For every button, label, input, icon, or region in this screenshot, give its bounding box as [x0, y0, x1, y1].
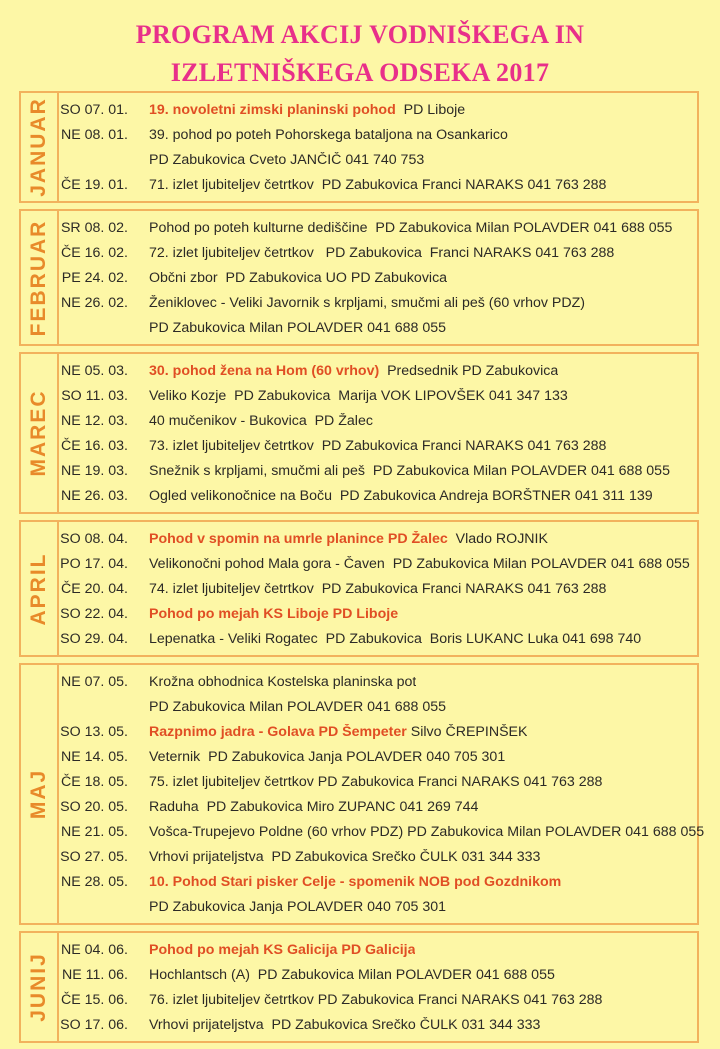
- event-row: [59, 383, 697, 408]
- event-highlight: Pohod po mejah KS Liboje PD Liboje: [149, 605, 399, 622]
- event-detail: PD Zabukovica Cveto JANČIČ 041 740 753: [149, 151, 425, 168]
- title-line-1: PROGRAM AKCIJ VODNIŠKEGA IN: [135, 20, 585, 49]
- event-detail: Lepenatka - Veliki Rogatec PD Zabukovica Boris LUKANC Luka 041 698 740: [149, 630, 642, 647]
- event-list: [59, 211, 697, 344]
- event-date: SO 11. 03.: [61, 387, 128, 404]
- event-description: [149, 488, 653, 504]
- event-detail: Velikonočni pohod Mala gora - Čaven PD Zabukovica Milan POLAVDER 041 688 055: [149, 555, 690, 572]
- event-description: [149, 320, 446, 336]
- event-date: NE 11. 06.: [62, 966, 128, 983]
- event-description: [149, 992, 602, 1008]
- event-row: [59, 240, 697, 265]
- event-description: [149, 774, 602, 790]
- event-date: SO 20. 05.: [60, 798, 128, 815]
- event-row: [59, 744, 704, 769]
- event-date: NE 26. 02.: [60, 294, 128, 311]
- event-description: [149, 363, 558, 379]
- event-detail: 39. pohod po poteh Pohorskega bataljona na Osankarico: [149, 126, 508, 143]
- event-date: NE 26. 03.: [60, 487, 128, 504]
- month-section-april: [19, 520, 699, 657]
- event-detail: 76. izlet ljubiteljev četrtkov PD Zabukovica Franci NARAKS 041 763 288: [149, 991, 603, 1008]
- event-date: NE 14. 05.: [60, 748, 128, 765]
- event-description: [149, 270, 447, 286]
- event-list: [59, 354, 697, 512]
- event-description: [149, 438, 606, 454]
- event-row: [59, 576, 697, 601]
- event-date: NE 21. 05.: [60, 823, 128, 840]
- event-date: ČE 18. 05.: [60, 773, 128, 790]
- event-row: [59, 769, 704, 794]
- event-description: [149, 245, 614, 261]
- event-highlight: 19. novoletni zimski planinski pohod: [149, 101, 396, 118]
- event-detail: Silvo ČREPINŠEK: [406, 723, 528, 740]
- event-date: NE 05. 03.: [60, 362, 128, 379]
- event-detail: Ženiklovec - Veliki Javornik s krpljami, smučmi ali peš (60 vrhov PDZ): [149, 294, 585, 311]
- event-list: [59, 522, 697, 655]
- event-description: [149, 152, 424, 168]
- event-date: SO 27. 05.: [60, 848, 128, 865]
- event-date: ČE 16. 03.: [60, 437, 128, 454]
- event-detail: Ogled velikonočnice na Boču PD Zabukovica Andreja BORŠTNER 041 311 139: [149, 487, 653, 504]
- month-label-column: [21, 211, 59, 344]
- event-row: [59, 290, 697, 315]
- event-row: [59, 172, 697, 197]
- event-row: [59, 122, 697, 147]
- month-section-januar: [19, 91, 699, 203]
- event-detail: 73. izlet ljubiteljev četrtkov PD Zabukovica Franci NARAKS 041 763 288: [149, 437, 607, 454]
- event-date: SR 08. 02.: [60, 219, 128, 236]
- event-date: NE 07. 05.: [60, 673, 128, 690]
- event-description: [149, 556, 690, 572]
- event-detail: PD Zabukovica Janja POLAVDER 040 705 301: [149, 898, 447, 915]
- event-description: [149, 388, 568, 404]
- event-date: NE 12. 03.: [60, 412, 128, 429]
- event-row: [59, 626, 697, 651]
- event-date: NE 08. 01.: [60, 126, 128, 143]
- event-date: ČE 16. 02.: [60, 244, 128, 261]
- month-section-junij: [19, 931, 699, 1043]
- event-description: [149, 413, 373, 429]
- month-label-column: [21, 522, 59, 655]
- event-row: [59, 819, 704, 844]
- event-description: [149, 220, 672, 236]
- event-description: [149, 749, 505, 765]
- event-row: [59, 358, 697, 383]
- event-description: [149, 102, 465, 118]
- event-detail: Hochlantsch (A) PD Zabukovica Milan POLAVDER 041 688 055: [149, 966, 555, 983]
- event-description: [149, 967, 555, 983]
- month-label-column: [21, 933, 59, 1041]
- event-detail: Pohod po poteh kulturne dediščine PD Zabukovica Milan POLAVDER 041 688 055: [149, 219, 673, 236]
- event-date: SO 13. 05.: [60, 723, 128, 740]
- event-description: [149, 899, 446, 915]
- event-row: [59, 147, 697, 172]
- event-description: [149, 177, 606, 193]
- event-date: SO 29. 04.: [60, 630, 128, 647]
- event-row: [59, 869, 704, 894]
- event-highlight: 30. pohod žena na Hom (60 vrhov): [149, 362, 380, 379]
- event-highlight: Pohod po mejah KS Galicija PD Galicija: [149, 941, 416, 958]
- event-description: [149, 699, 446, 715]
- event-description: [149, 824, 704, 840]
- event-detail: Predsednik PD Zabukovica: [379, 362, 559, 379]
- event-description: [149, 463, 670, 479]
- event-row: [59, 483, 697, 508]
- event-row: [59, 315, 697, 340]
- month-label: JUNIJ: [27, 952, 50, 1022]
- month-label-column: [21, 93, 59, 201]
- event-date: NE 28. 05.: [60, 873, 128, 890]
- event-highlight: Pohod v spomin na umrle planince PD Žalec: [149, 530, 448, 547]
- event-row: [59, 962, 697, 987]
- event-description: [149, 1017, 540, 1033]
- event-row: [59, 937, 697, 962]
- event-detail: PD Liboje: [395, 101, 466, 118]
- event-detail: Vrhovi prijateljstva PD Zabukovica Srečko ČULK 031 344 333: [149, 848, 541, 865]
- event-detail: Krožna obhodnica Kostelska planinska pot: [149, 673, 417, 690]
- event-row: [59, 526, 697, 551]
- event-row: [59, 987, 697, 1012]
- event-date: ČE 15. 06.: [60, 991, 128, 1008]
- event-list: [59, 933, 697, 1041]
- event-detail: PD Zabukovica Milan POLAVDER 041 688 055: [149, 698, 447, 715]
- event-date: NE 04. 06.: [60, 941, 128, 958]
- event-row: [59, 669, 704, 694]
- event-list: [59, 93, 697, 201]
- event-detail: Veternik PD Zabukovica Janja POLAVDER 040 705 301: [149, 748, 506, 765]
- event-date: SO 17. 06.: [60, 1016, 128, 1033]
- month-label-column: [21, 665, 59, 923]
- event-row: [59, 97, 697, 122]
- event-description: [149, 799, 478, 815]
- event-description: [149, 942, 415, 958]
- event-detail: Vošca-Trupejevo Poldne (60 vrhov PDZ) PD Zabukovica Milan POLAVDER 041 688 055: [149, 823, 705, 840]
- event-description: [149, 874, 561, 890]
- event-detail: 71. izlet ljubiteljev četrtkov PD Zabukovica Franci NARAKS 041 763 288: [149, 176, 607, 193]
- event-detail: PD Zabukovica Milan POLAVDER 041 688 055: [149, 319, 447, 336]
- event-description: [149, 531, 548, 547]
- event-detail: Veliko Kozje PD Zabukovica Marija VOK LIPOVŠEK 041 347 133: [149, 387, 568, 404]
- event-date: ČE 20. 04.: [60, 580, 128, 597]
- event-row: [59, 694, 704, 719]
- event-highlight: Razpnimo jadra - Golava PD Šempeter: [149, 723, 407, 740]
- month-section-marec: [19, 352, 699, 514]
- event-detail: Občni zbor PD Zabukovica UO PD Zabukovica: [149, 269, 448, 286]
- event-row: [59, 1012, 697, 1037]
- event-description: [149, 581, 606, 597]
- event-date: ČE 19. 01.: [60, 176, 128, 193]
- month-label-column: [21, 354, 59, 512]
- month-label: JANUAR: [27, 97, 50, 197]
- event-detail: 40 mučenikov - Bukovica PD Žalec: [149, 412, 373, 429]
- event-row: [59, 601, 697, 626]
- event-row: [59, 215, 697, 240]
- event-detail: Vlado ROJNIK: [447, 530, 548, 547]
- event-detail: 74. izlet ljubiteljev četrtkov PD Zabukovica Franci NARAKS 041 763 288: [149, 580, 607, 597]
- event-list: [59, 665, 704, 923]
- event-detail: 72. izlet ljubiteljev četrtkov PD Zabukovica Franci NARAKS 041 763 288: [149, 244, 615, 261]
- event-row: [59, 458, 697, 483]
- event-date: SO 08. 04.: [60, 530, 128, 547]
- event-detail: Snežnik s krpljami, smučmi ali peš PD Zabukovica Milan POLAVDER 041 688 055: [149, 462, 670, 479]
- event-row: [59, 551, 697, 576]
- event-description: [149, 674, 416, 690]
- month-label: MAREC: [27, 389, 50, 477]
- event-row: [59, 408, 697, 433]
- event-description: [149, 724, 527, 740]
- event-detail: Raduha PD Zabukovica Miro ZUPANC 041 269 744: [149, 798, 479, 815]
- event-row: [59, 894, 704, 919]
- title-line-2: IZLETNIŠKEGA ODSEKA 2017: [170, 58, 550, 87]
- event-highlight: 10. Pohod Stari pisker Celje - spomenik NOB pod Gozdnikom: [149, 873, 562, 890]
- event-row: [59, 433, 697, 458]
- month-label: FEBRUAR: [27, 219, 50, 336]
- event-date: NE 19. 03.: [60, 462, 128, 479]
- event-date: SO 22. 04.: [60, 605, 128, 622]
- event-description: [149, 849, 540, 865]
- schedule: [19, 91, 705, 1049]
- month-section-februar: [19, 209, 699, 346]
- month-label: MAJ: [27, 768, 50, 820]
- event-date: PO 17. 04.: [60, 555, 128, 572]
- page-title: [0, 16, 720, 92]
- event-description: [149, 295, 585, 311]
- event-row: [59, 844, 704, 869]
- month-section-maj: [19, 663, 705, 925]
- event-row: [59, 265, 697, 290]
- event-row: [59, 719, 704, 744]
- event-description: [149, 127, 508, 143]
- month-label: APRIL: [27, 552, 50, 625]
- event-detail: Vrhovi prijateljstva PD Zabukovica Srečko ČULK 031 344 333: [149, 1016, 541, 1033]
- event-row: [59, 794, 704, 819]
- event-description: [149, 631, 641, 647]
- event-date: PE 24. 02.: [61, 269, 128, 286]
- event-date: SO 07. 01.: [60, 101, 128, 118]
- event-detail: 75. izlet ljubiteljev četrtkov PD Zabukovica Franci NARAKS 041 763 288: [149, 773, 603, 790]
- event-description: [149, 606, 398, 622]
